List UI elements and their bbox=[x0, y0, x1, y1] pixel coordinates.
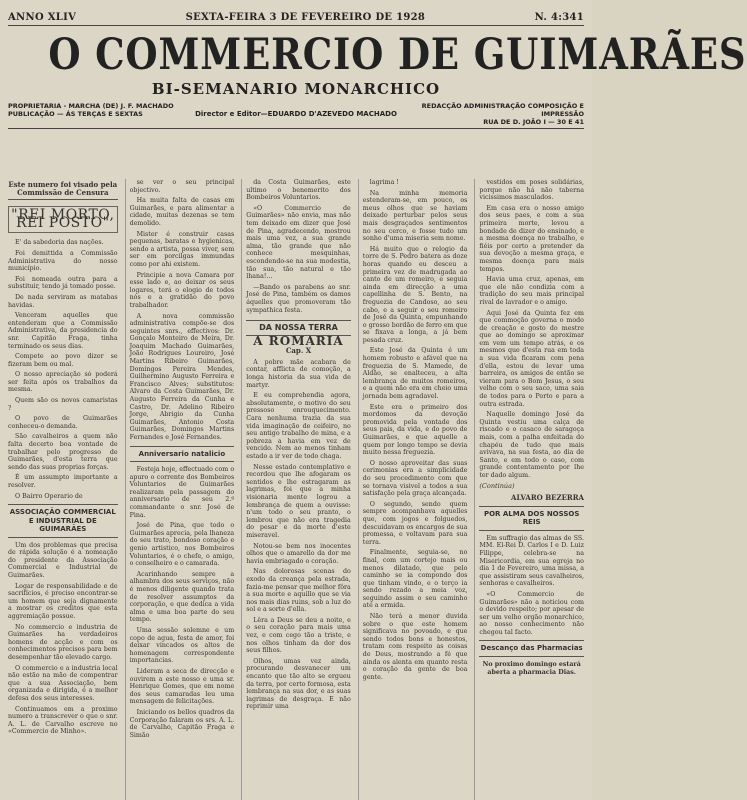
column-2 bbox=[125, 179, 235, 800]
continued-label: (Continúa) bbox=[479, 481, 515, 490]
censorship-notice: Este numero foi visado pela Commissão de Censura bbox=[8, 179, 118, 200]
paragraph: É um assumpto importante a resolver. bbox=[8, 474, 118, 489]
paragraph: A nova commissão administrativa compõe-se dos seguintes snrs., effectivos: Dr. Gonçalo Monteiro de Meira, Dr. Joaquim Machado Guimarães, João Rodrigues Loureiro, José Martins Ribeiro Guimarães, Domingos Pereira Mendes, Guilhermino Augusto Ferreira e Francisco Alves; substitutos: Alvaro da Costa Guimarães, Dr. Augusto Ferreira da Cunha e Castro, Dr. Adelino Ribeiro Jorge, Abrigio da Cunha Guimarães, Antonio Costa Guimarães, Domingos Martins Fernandes e José Fernandes. bbox=[129, 312, 235, 441]
paragraph: Venceram aquelles que entenderam que a Commissão Administrativa, da presidencia do snr. Capitão Fraga, tinha terminado os seus dias. bbox=[8, 312, 118, 350]
paragraph: Olhos, umas vez ainda, procurando desvanecer um encanto que tão alto se ergueu da terra, por certo formosa, esta lembrança na sua dor, e as suas lagrimas de desgraça. E não reprimir uma bbox=[246, 657, 351, 711]
paragraph: —Bando os parabens ao snr. José de Pina, também os damos áquelles que promoveram tão sympathica festa. bbox=[246, 283, 351, 314]
paragraph: São cavalheiros a quem não falta decerto boa vontade de trabalhar pelo progresso de Guimarães, d'esta terra que sendo das suas proprias forças. bbox=[8, 433, 118, 471]
author-signature: ALVARO BEZERRA bbox=[511, 493, 584, 503]
column-5 bbox=[474, 179, 584, 800]
info-line bbox=[8, 102, 584, 126]
top-rule bbox=[8, 25, 584, 26]
masthead-title: O COMMERCIO DE GUIMARÃES bbox=[48, 30, 747, 80]
paragraph: Lideram a seca de direcção e ouvirem a este nosso e uma sr. Henrique Gomes, que em nome dos seus camaradas leu uma mensagem de felicitações. bbox=[129, 667, 235, 706]
paragraph: Não terá a menor duvida sobre o que este homem significava no povoado, e que sendo todos bons e honestos, tratam com respeito as coisas de Deus, mostrando a fé que ainda os alenta em quanto resta o coração da gente de boa gente. bbox=[362, 613, 468, 681]
paragraph: Foi demittida a Commissão Administrativa do nosso município. bbox=[8, 249, 118, 273]
paragraph: lagrima ! bbox=[369, 179, 399, 186]
paragraph: Naquelle domingo José da Quinta vestiu uma calça de riscado e o casaco de saragoça mais, com a palha enfeitada do chapéu de tudo que mais avivava, na sua festa, ao dia de Santo, e em todo o caso, com grande contentamento por lhe ter dado algum. bbox=[479, 411, 584, 479]
paragraph: «O Commercio de Guimarães» não a noticiou com o devido respeito; por apesar de ser um velho orgão monarchico, ao nosso conhecimento não chegou tal facto. bbox=[479, 590, 584, 636]
paragraph: Notou-se bem nos inocentes olhos que o amarello da dor me havia embriagado o coração. bbox=[246, 542, 351, 565]
article-title-anniversario: Anniversario natalicio bbox=[130, 446, 235, 463]
paragraph: Quem são os novos camaristas ? bbox=[8, 397, 118, 412]
proprietor: PROPRIETARIA - MARCHA (DE) J. F. MACHADO bbox=[8, 102, 174, 110]
paragraph: Mister é construir casas pequenas, baratas e hygienicas, sendo a artista, possa viver, sem ser em porcilgas immundas como por ahi existem. bbox=[129, 230, 235, 268]
volume-label: ANNO XLIV bbox=[8, 12, 77, 23]
paragraph: O nosso aproveitar das suas cerimonias era a simplicidade do seu procedimento com que se tornava visivel a todos a sua satisfação pela graça alcançada. bbox=[362, 459, 468, 498]
paragraph: Foi nomeada outra para a substituir, tendo já tomado posse. bbox=[8, 275, 118, 291]
paragraph: No proximo domingo estará aberta a pharmacia Dias. bbox=[482, 660, 581, 676]
paragraph: O Bairro Operario de bbox=[15, 492, 83, 500]
paragraph: Nas dolorosas scenas do exodo da creança pela estrada, fazia-me pensar que melhor fôra a sua morte e aquillo que se via nos mais dias ruins, sob a luz do sol e a sorte d'ella. bbox=[246, 568, 351, 614]
paragraph: Compete ao povo dizer se fizeram bem ou mal. bbox=[8, 353, 118, 368]
paragraph: Havia uma cruz, apenas, em que ele não condizia com a tradição do seu mais principal rival de lavrador e o amigo. bbox=[479, 276, 584, 306]
paragraph: Em suffragio das almas de SS. MM. El-Rei D. Carlos I e D. Luiz Filippe, celebra-se na Misericordia, em sua egreja no dia 1 de Fevereiro, uma missa, a que assistiram seus cavalheiros, senhoras e cavalheiros. bbox=[479, 534, 584, 588]
article-title-associacao: ASSOCIAÇÃO COMMERCIAL E INDUSTRIAL DE GUIMARÃES bbox=[8, 504, 118, 538]
paragraph: Iniciando os bellos quadros da Corporação falaram os srs. A. L. de Carvalho, Capitão Fraga e Simão bbox=[129, 708, 235, 739]
paragraph: Festeja hoje, effectuado com o apuro o corrente dos Bombeiros Voluntarios de Guimarães realizaram pela passagem do anniversario de seu 2.º commandante o snr. José de Pina. bbox=[129, 466, 235, 519]
top-line bbox=[8, 0, 584, 23]
column-1 bbox=[8, 179, 118, 800]
issue-label: N. 4:341 bbox=[534, 12, 584, 23]
paragraph: da Costa Guimarães, este ultimo o benemerito dos Bombeiros Voluntarios. bbox=[246, 179, 351, 202]
paragraph: O povo de Guimarães conheceu-o demanda. bbox=[8, 415, 118, 430]
paragraph: Um dos problemas que precisa de rápida solução é a nomeação do presidente da Associação Commercial e Industrial de Guimarães. bbox=[8, 541, 118, 580]
column-4 bbox=[358, 179, 468, 800]
column-3 bbox=[241, 179, 351, 800]
header-rule bbox=[8, 128, 584, 129]
paragraph: Continuamos em a proximo numero a transcrever o que o snr. A. L. de Carvalho escreve no «Commercio de Minho». bbox=[8, 705, 118, 736]
paragraph: Há muito que o relogio da torre de S. Pedro batera as doze horas quando eu desceu a primeira vez de madrugada ao canto de um romeiro, e seguia ainda em direcção a uma capellinha de S. Bento, na freguezia de Candoso, ao seu cabo, e a seguir o seu romeiro de José da Quinta, empunhando o grosso bordão de ferro em que se fixava a longa, a já bem pesada cruz. bbox=[362, 245, 468, 344]
paragraph: Acarinhando sempre a alhambra dos seus serviços, não é menos diligente quando trata de resolver assumptos da corporação, e que dedica a vida alma e uma boa parte do seu tempo. bbox=[129, 570, 235, 624]
paragraph: De nada serviram as matabas havidas. bbox=[8, 293, 118, 309]
info-right bbox=[400, 102, 584, 126]
paragraph: Principie a nova Camara por esse lado e, ao deixar os seus logares, terá o elogio de todos nós e a gratidão do povo trabalhador. bbox=[129, 271, 235, 309]
paragraph: Lêra a Deus se deu a noite, e o seu coração para mais uma vez, e com cego tão a triste, e nos olhos tinham da dor dos seus filhos. bbox=[246, 616, 351, 655]
paragraph: Uma sessão solemne e um copo de agua, festa de amor, foi deixar vincados os altos de homenagem correspondente importancias. bbox=[129, 626, 235, 665]
publication-days: PUBLICAÇÃO — ÁS TERÇAS E SEXTAS bbox=[8, 110, 143, 118]
masthead-subtitle: BI-SEMANARIO MONARCHICO bbox=[151, 80, 441, 98]
paragraph: Aqui José da Quinta fez em que commoção governa o modo de creação e gosto do mestre que ao domingo se aproximar em vem um tempo atrás, e os mesmos que d'esta rua em toda a sua vida ficaram com pena d'ella, estou de levar uma barreira, os amigos de então se vieram para o Bom Jesus, o seu velho com o seu saco, uma saia de todos para o Porto e para a outra estrada. bbox=[479, 309, 584, 408]
paragraph: A pobre mãe acabara de contar, afflicta de comoção, a longa historia da sua vida de martyr. bbox=[246, 358, 351, 389]
paragraph: Nesse estado contemplativo e recordou que lhe afogaram os sentidos e lhe estragaram as lagrimas, foi que a minha visionaria mente logrou a lembrança de quem a ouvisse: n'um todo o seu pranto, o lembrou que não era tragedia do pesar e da morte d'este miseravel. bbox=[246, 463, 351, 539]
paragraph: E' da sabedoria das nações. bbox=[15, 239, 104, 247]
article-title-pharmacias: Descanço das Pharmacias bbox=[479, 640, 584, 657]
paragraph: Na minha memoria estenderam-se, em pouco, os meus olhos que se haviam deixado perturbar pelos seus mais desgraçados sentimentos no seu cerco, e fosse tudo um sonho d'uma miseria sem nome. bbox=[362, 189, 468, 243]
chapter-label: Cap. X bbox=[285, 346, 312, 356]
paragraph: O segundo, sendo quem sempre acompanhava aquelles que, com jogos e folguedos, descuidavam os encargos de sua promessa, e voltavam para sua terra. bbox=[362, 500, 468, 546]
paragraph: Ha muita falta de casas em Guimarães, e para alimentar a cidade, muitas dezenas se tem demolido. bbox=[129, 197, 235, 227]
paragraph: Este José da Quinta é um homem robusto e afável que na freguezia de S. Mamede, de Aldão, se enalteceu, a alta lembrança de muitos romeiros, e a quem não era em cheio uma jornada bem agradavel. bbox=[362, 347, 468, 401]
paragraph: José de Pina, que todo o Guimarães aprecia, pela lhaneza do seu trato, bondoso coração e genio artistico, nos Bombeiros Voluntarios, é o chefe, o amigo, o conselheiro e o camarada. bbox=[129, 522, 235, 568]
paragraph: Finalmente, seguia-se, no final, com um cortejo mais ou menos dilatado, que pelo caminho se ia compondo dos que tinham vindo, e o terço ia sendo rezado a meia voz, seguindo assim o seu caminho até a ermida. bbox=[362, 549, 468, 610]
paragraph: O nosso apreciação só poderá ser feita após os trabalhos da mesma. bbox=[8, 371, 118, 394]
redaction: REDACÇÃO ADMINISTRAÇÃO COMPOSIÇÃO E IMPRESSÃO bbox=[421, 102, 584, 118]
article-title-rei-morto: "REI MORTO, REI POSTO" bbox=[8, 206, 118, 233]
address: RUA DE D. JOÃO I — 30 E 41 bbox=[483, 118, 584, 126]
paragraph: Logar de responsabilidade e de sacrifícios, é preciso encontrar-se um homem que seja dignamente a mostrar os creditos que esta aggremiação possue. bbox=[8, 582, 118, 621]
paragraph: «O Commercio de Guimarães» não envia, mas não tem deixado em dizer que José de Pina, agradecendo, mostrou mais uma vez, a sua grande alma, tão grande que não conhece mesquinhas, escondendo-se na sua modestia, tão sua, tão natural e tão lhana!... bbox=[246, 204, 351, 281]
section-da-nossa-terra: DA NOSSA TERRA bbox=[246, 320, 351, 336]
paragraph: E eu comprehendia agora, absolutamente, o motivo do seu pressoso enrouquecimento. Cara nenhuma trazia da sua vida imaginação de ceifeiro, no seu antigo trabalho de mina, e a pobreza a havia em vez de vencido. Nem ao menos tinham estado a ir ver de todo chaga. bbox=[246, 392, 351, 460]
director-editor: Director e Editor—EDUARDO D'AZEVEDO MACHADO bbox=[195, 110, 397, 118]
paragraph: Este era o primeiro dos mordomos da devoção promovida pela vontade dos seus pais, da vida, e do povo de Guimarães, e que aquelle a quem por longo tempo se devia muito nessa freguezia. bbox=[362, 403, 468, 457]
paragraph: se ver o seu principal objectivo. bbox=[129, 179, 235, 194]
paragraph: Em casa era o nosso amigo dos seus paes, e com a sua primeira morte, levou a bondade de dizer do ensinado, e a mesma doença no trabalho, e fiéis por certo a pretender da sua devoção a mesma graça, e mesma doença para mais tempos. bbox=[479, 204, 584, 273]
date-label: SEXTA-FEIRA 3 DE FEVEREIRO DE 1928 bbox=[185, 12, 426, 23]
paragraph: No commercio e industria de Guimarães ha verdadeiros homens de acção e com os conhecimentos precisos para bem desempenhar tão elevado cargo. bbox=[8, 623, 118, 661]
article-title-romaria: A ROMARIA bbox=[253, 333, 344, 348]
paragraph: vestidos em poses solidárias, porque não há não taberna vicissimos masculados. bbox=[479, 179, 584, 202]
article-columns bbox=[8, 179, 584, 800]
paragraph: O commercio e a industria local não estão na mão de compentrar que a sua Associação, bem organizada e dirigida, é a melhor defesa dos seus interesses. bbox=[8, 664, 118, 702]
info-left bbox=[8, 102, 192, 126]
article-title-por-alma: POR ALMA DOS NOSSOS REIS bbox=[479, 506, 584, 531]
